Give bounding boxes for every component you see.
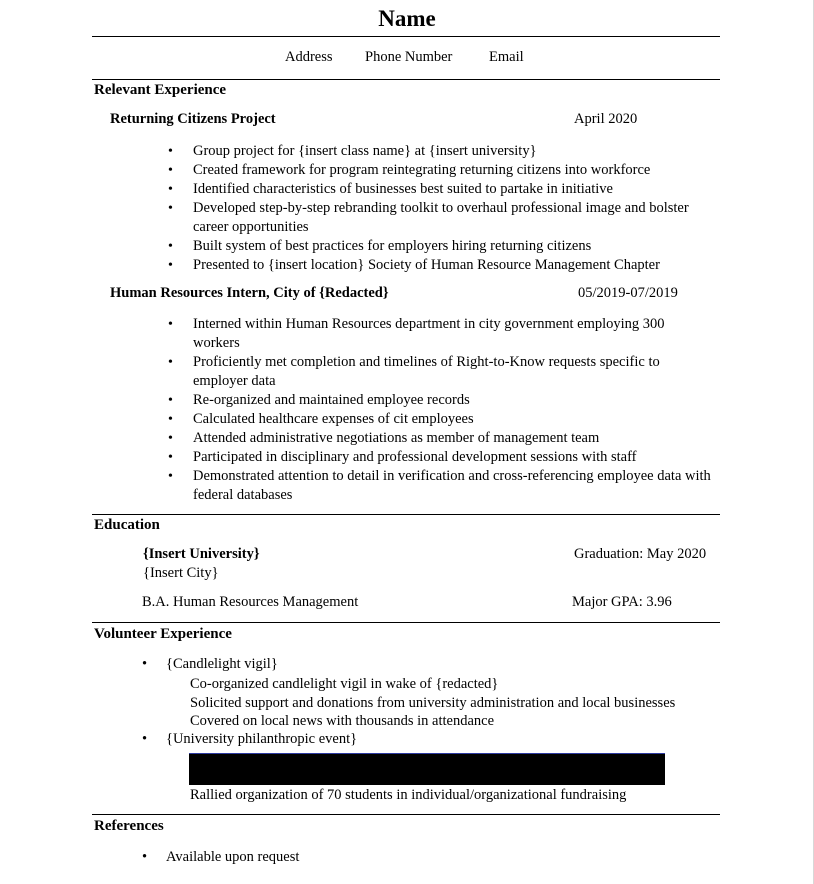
bullet-icon: • <box>142 731 148 747</box>
section-title-education: Education <box>94 517 160 533</box>
role-title: Human Resources Intern, City of {Redacted} <box>110 285 389 301</box>
section-rule <box>92 622 720 623</box>
resume-name: Name <box>378 6 436 31</box>
list-item: • Created framework for program reintegrating returning citizens into workforce <box>166 161 706 180</box>
volunteer-detail: Co-organized candlelight vigil in wake of {redacted} <box>190 676 499 692</box>
role-date: 05/2019-07/2019 <box>578 285 678 301</box>
school-name: {Insert University} <box>143 546 260 562</box>
degree: B.A. Human Resources Management <box>142 594 359 610</box>
volunteer-detail: Solicited support and donations from university administration and local businesses <box>190 695 676 711</box>
list-item: • Re-organized and maintained employee records <box>166 391 722 410</box>
section-title-volunteer-experience: Volunteer Experience <box>94 626 232 642</box>
list-item: • Attended administrative negotiations as member of management team <box>166 429 722 448</box>
volunteer-detail: Rallied organization of 70 students in individual/organizational fundraising <box>190 787 627 803</box>
bullet-icon: • <box>142 849 148 865</box>
list-item: • Built system of best practices for employers hiring returning citizens <box>166 237 706 256</box>
section-title-references: References <box>94 818 164 834</box>
volunteer-item-name: {University philanthropic event} <box>166 731 358 747</box>
reference-item: Available upon request <box>166 849 300 865</box>
list-item: • Proficiently met completion and timelines of Right-to-Know requests specific to employer data <box>166 353 722 391</box>
list-item: • Developed step-by-step rebranding toolkit to overhaul professional image and bolster career opportunities <box>166 199 706 237</box>
role-title: Returning Citizens Project <box>110 111 276 127</box>
graduation-date: Graduation: May 2020 <box>574 546 707 562</box>
redaction-box <box>189 753 665 785</box>
contact-phone: Phone Number <box>365 49 453 65</box>
list-item: • Calculated healthcare expenses of cit employees <box>166 410 722 429</box>
header-rule-bottom <box>92 79 720 80</box>
contact-email: Email <box>489 49 524 65</box>
list-item: • Interned within Human Resources department in city government employing 300 workers <box>166 315 722 353</box>
list-item: • Group project for {insert class name} at {insert university} <box>166 142 706 161</box>
role-bullets <box>166 142 706 275</box>
list-item: • Identified characteristics of businesses best suited to partake in initiative <box>166 180 706 199</box>
list-item: • Participated in disciplinary and professional development sessions with staff <box>166 448 722 467</box>
section-rule <box>92 814 720 815</box>
gpa: Major GPA: 3.96 <box>572 594 672 610</box>
list-item: • Presented to {insert location} Society of Human Resource Management Chapter <box>166 256 706 275</box>
section-rule <box>92 514 720 515</box>
list-item: • Demonstrated attention to detail in verification and cross-referencing employee data with federal databases <box>166 467 722 505</box>
section-title-relevant-experience: Relevant Experience <box>94 82 227 98</box>
school-city: {Insert City} <box>143 565 219 581</box>
header-rule-top <box>92 36 720 37</box>
volunteer-item-name: {Candlelight vigil} <box>166 656 278 672</box>
role-bullets <box>166 315 722 505</box>
role-date: April 2020 <box>574 111 638 127</box>
contact-address: Address <box>285 49 333 65</box>
volunteer-detail: Covered on local news with thousands in attendance <box>190 713 495 729</box>
bullet-icon: • <box>142 656 148 672</box>
